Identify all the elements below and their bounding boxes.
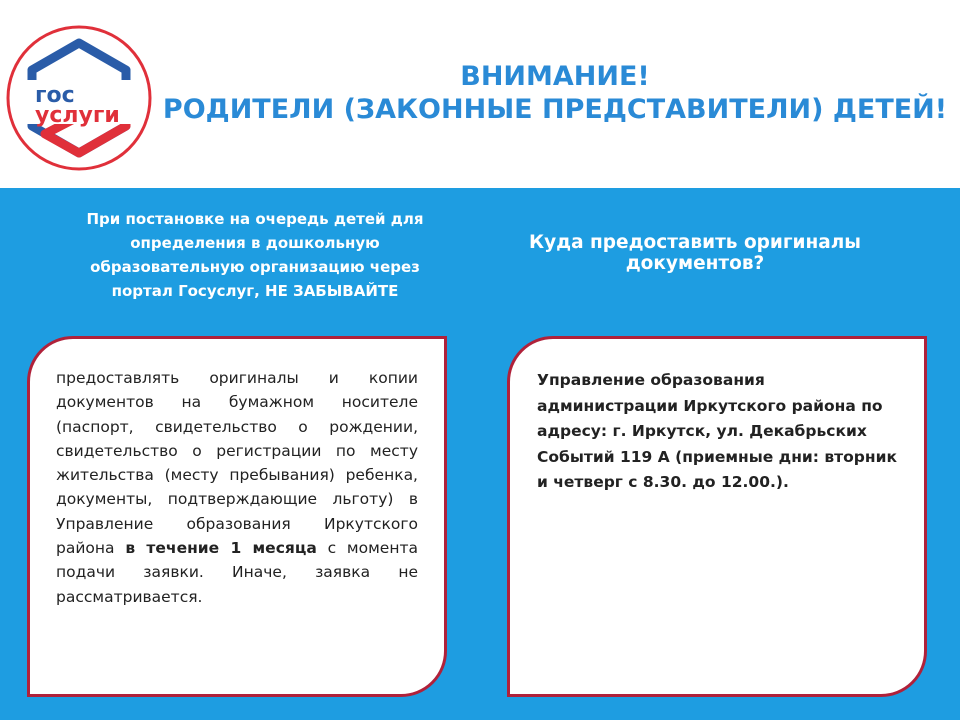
- page-title: [160, 60, 950, 126]
- left-card-text: [56, 366, 418, 609]
- title-line-attention: ВНИМАНИЕ!: [460, 61, 650, 92]
- question-heading: Куда предоставить оригиналы документов?: [528, 232, 862, 274]
- left-card-deadline: в течение 1 месяца: [125, 539, 317, 558]
- logo-text-gos: гос: [35, 83, 75, 108]
- right-card-text: Управление образования администрации Иркутского района по адресу: г. Иркутск, ул. Декабрьских Событий 119 А (приемные дни: вторник и четверг с 8.30. до 12.00.).: [537, 371, 897, 491]
- left-card-text-end: с момента подачи заявки. Иначе, заявка не рассматривается.: [56, 539, 418, 606]
- gosuslugi-logo: [5, 24, 153, 172]
- title-line-parents: РОДИТЕЛИ (ЗАКОННЫЕ ПРЕДСТАВИТЕЛИ) ДЕТЕЙ!: [162, 94, 948, 125]
- left-card-text-start: предоставлять оригиналы и копии документов на бумажном носителе (паспорт, свидетельство о рождении, свидетельство о регистрации по месту жительства (месту пребывания) ребенка, документы, подтверждающие льготу) в Управление образования Иркутского района: [56, 369, 418, 558]
- logo-text-uslugi: услуги: [35, 103, 120, 128]
- intro-text: При постановке на очередь детей для определения в дошкольную образовательную организацию через портал Госуслуг, НЕ ЗАБЫВАЙТЕ: [86, 210, 424, 300]
